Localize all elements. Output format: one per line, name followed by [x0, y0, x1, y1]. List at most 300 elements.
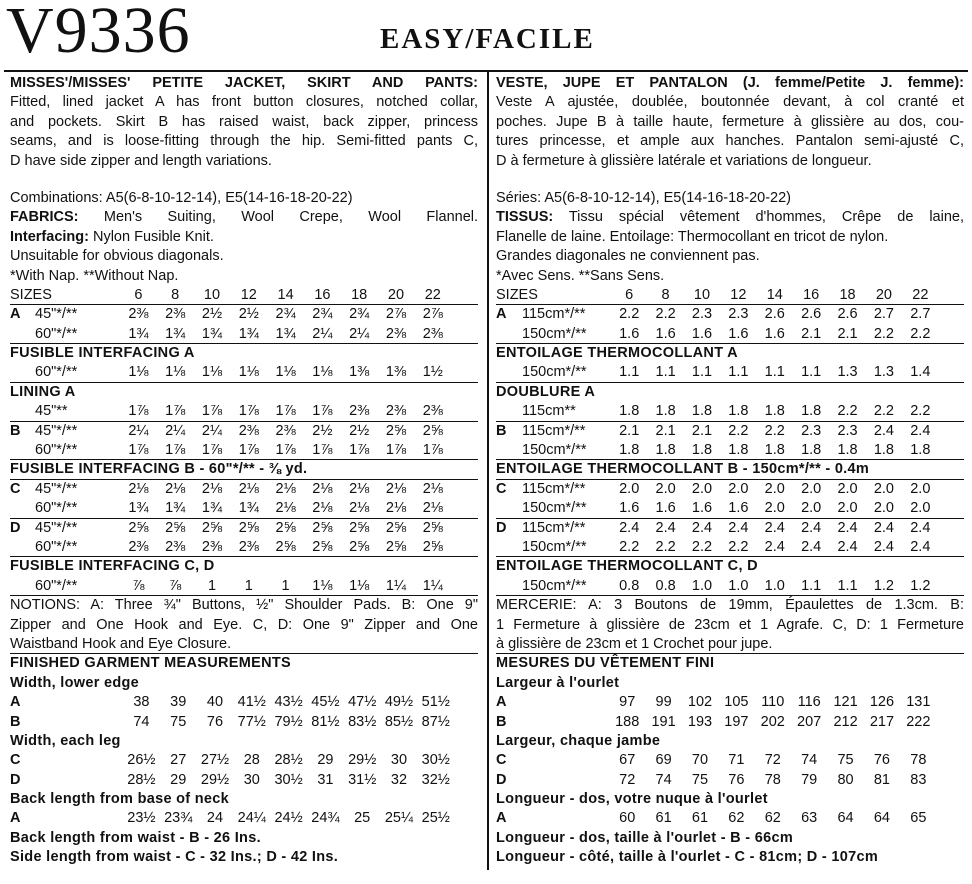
yardage-cell: 1.8 — [873, 442, 895, 459]
view-letter — [496, 325, 522, 343]
yardage-cell: 1.2 — [910, 577, 931, 594]
view-letter: D — [10, 771, 21, 788]
yardage-cell: 2⅛ — [385, 480, 407, 497]
yardage-cell: 2.0 — [691, 480, 713, 497]
measure-cell: 63 — [801, 810, 818, 827]
yardage-cell: 1.1 — [801, 364, 822, 381]
width-lower-heading: Largeur à l'ourlet — [496, 674, 620, 691]
interfacing-text: Nylon Fusible Knit. — [92, 228, 214, 245]
yardage-cell: 2⅛ — [275, 480, 296, 497]
yardage-cell: 2.0 — [873, 480, 895, 497]
measure-cell: 61 — [655, 810, 672, 827]
yardage-cell: 2.4 — [619, 519, 640, 536]
yardage-cell: 1¾ — [165, 500, 186, 517]
yardage-cell: 2⅜ — [422, 403, 443, 420]
measure-cell: 28½ — [127, 771, 156, 788]
measure-cell: 26½ — [127, 752, 156, 769]
yardage-cell: 2.0 — [837, 480, 858, 497]
yardage-cell: 1.8 — [619, 442, 640, 459]
yardage-cell: 1.8 — [655, 442, 676, 459]
measure-cell: 62 — [764, 810, 781, 827]
measure-cell: 25½ — [421, 810, 450, 827]
yardage-row — [10, 325, 478, 344]
yardage-cell: 1.1 — [801, 577, 822, 594]
fabric-width: 60"*/** — [35, 577, 78, 594]
yardage-row — [10, 422, 478, 441]
measure-cell: 212 — [833, 713, 858, 730]
view-letter: B — [496, 713, 507, 730]
yardage-cell: 2⅛ — [349, 480, 370, 497]
yardage-cell: 2¼ — [128, 422, 149, 439]
yardage-cell: 2.4 — [910, 422, 931, 439]
yardage-cell: 1⅛ — [238, 364, 259, 381]
yardage-cell: 1.2 — [873, 577, 895, 594]
yardage-cell: ⅞ — [132, 577, 145, 594]
yardage-cell: 1⅛ — [312, 577, 333, 594]
yardage-cell: 1⅛ — [128, 364, 149, 381]
yardage-row — [10, 519, 478, 538]
size-cell: 6 — [625, 286, 634, 303]
yardage-cell: 2.4 — [910, 519, 931, 536]
measure-cell: 75 — [837, 752, 854, 769]
yardage-cell: 2.6 — [764, 306, 785, 323]
view-letter — [10, 402, 35, 420]
view-letter — [496, 577, 522, 595]
measure-cell: 105 — [724, 694, 749, 711]
view-letter: B — [10, 713, 21, 730]
measure-cell: 45½ — [311, 694, 340, 711]
fabric-width: 45"*/** — [35, 480, 78, 497]
view-letter: A — [496, 810, 507, 827]
fabric-width: 115cm*/** — [522, 422, 586, 439]
yardage-cell: 1.0 — [691, 577, 713, 594]
fabric-width: 150cm*/** — [522, 577, 587, 594]
fabric-width: 150cm*/** — [522, 538, 587, 555]
yardage-cell: 2⅛ — [238, 480, 259, 497]
fabric-width: 60"*/** — [35, 500, 78, 517]
measure-cell: 99 — [655, 694, 672, 711]
view-letter: C — [496, 752, 507, 769]
measure-cell: 74 — [133, 713, 150, 730]
yardage-cell: 2.2 — [655, 306, 676, 323]
measure-cell: 72 — [764, 752, 781, 769]
yardage-cell: 2.1 — [619, 422, 640, 439]
size-cell: 18 — [351, 286, 368, 303]
yardage-cell: 1⅞ — [128, 403, 149, 420]
measure-cell: 28½ — [274, 752, 303, 769]
yardage-cell: 1⅛ — [201, 364, 223, 381]
measure-row — [10, 751, 478, 770]
yardage-cell: 2¼ — [312, 325, 333, 342]
measure-cell: 65 — [910, 810, 927, 827]
yardage-cell: 2.0 — [873, 500, 895, 517]
measure-cell: 30 — [390, 752, 408, 769]
measure-table — [10, 809, 478, 828]
yardage-cell: 2.4 — [691, 519, 713, 536]
measure-cell: 39 — [170, 694, 187, 711]
yardage-cell: 2⅛ — [422, 500, 443, 517]
yardage-row — [10, 577, 478, 596]
yardage-cell: 1⅞ — [238, 442, 259, 459]
width-leg-heading: Width, each leg — [10, 732, 121, 749]
yardage-row — [496, 422, 964, 441]
yardage-row — [496, 577, 964, 596]
size-cell: 20 — [387, 286, 405, 303]
yardage-cell: 2¼ — [201, 422, 223, 439]
yardage-cell: 2⅝ — [349, 538, 370, 555]
yardage-row — [10, 305, 478, 324]
unsuitable-note: Unsuitable for obvious diagonals. — [10, 248, 224, 265]
view-letter: D — [10, 519, 21, 536]
yardage-cell: 2⅜ — [128, 538, 149, 555]
yardage-cell: 2⅜ — [201, 538, 223, 555]
yardage-cell: 1.8 — [691, 442, 713, 459]
measure-cell: 70 — [691, 752, 709, 769]
yardage-table — [10, 286, 478, 596]
measure-cell: 29 — [170, 771, 187, 788]
yardage-cell: 2⅝ — [385, 538, 407, 555]
measure-cell: 188 — [615, 713, 640, 730]
fabric-width: 150cm*/** — [522, 325, 587, 342]
measure-cell: 24¾ — [311, 810, 340, 827]
measure-table — [10, 693, 478, 732]
french-column — [496, 74, 964, 868]
view-letter: C — [10, 752, 21, 769]
yardage-cell: 2.2 — [910, 403, 931, 420]
width-leg-heading: Largeur, chaque jambe — [496, 732, 661, 749]
measure-cell: 116 — [797, 694, 821, 711]
measure-cell: 29 — [317, 752, 334, 769]
yardage-cell: 1.1 — [691, 364, 713, 381]
yardage-row — [496, 499, 964, 518]
view-letter — [10, 325, 35, 343]
measure-cell: 29½ — [348, 752, 377, 769]
measure-row — [10, 809, 478, 828]
yardage-cell: 2⅛ — [312, 500, 333, 517]
view-letter — [496, 402, 522, 420]
yardage-row — [10, 286, 478, 305]
yardage-cell: 1 — [207, 577, 217, 594]
yardage-row — [496, 325, 964, 344]
yardage-cell: 2.2 — [873, 403, 895, 420]
size-cell: 16 — [314, 286, 331, 303]
fabric-width: 115cm*/** — [522, 519, 586, 536]
measure-cell: 25 — [354, 810, 371, 827]
yardage-cell: 1.6 — [728, 500, 749, 517]
yardage-cell: 1.8 — [655, 403, 676, 420]
section-heading: ENTOILAGE THERMOCOLLANT C, D — [496, 558, 758, 575]
english-column — [10, 74, 478, 868]
view-letter: A — [10, 694, 21, 711]
measure-cell: 207 — [797, 713, 822, 730]
section-heading: LINING A — [10, 383, 76, 400]
measure-cell: 30½ — [274, 771, 303, 788]
yardage-row — [496, 519, 964, 538]
yardage-cell: 2⅝ — [128, 519, 149, 536]
yardage-cell: 2⅝ — [385, 422, 407, 439]
yardage-cell: 1.6 — [691, 325, 713, 342]
yardage-cell: 2⅝ — [422, 519, 443, 536]
back-length-heading: Back length from base of neck — [10, 791, 230, 808]
measure-row — [496, 809, 964, 828]
yardage-cell: 2⅛ — [349, 500, 370, 517]
view-letter: A — [496, 694, 507, 711]
measure-cell: 97 — [619, 694, 636, 711]
section-heading: FUSIBLE INTERFACING C, D — [10, 558, 215, 575]
yardage-cell: 2⅝ — [275, 519, 296, 536]
back-waist-note: Longueur - dos, taille à l'ourlet - B - 66cm — [496, 829, 794, 846]
yardage-cell: 1.8 — [764, 442, 785, 459]
yardage-cell: 1¾ — [128, 500, 149, 517]
yardage-cell: 2⅜ — [238, 538, 259, 555]
yardage-cell: 1.8 — [801, 442, 822, 459]
measure-cell: 23½ — [127, 810, 156, 827]
yardage-cell: 2⅛ — [201, 480, 223, 497]
fabric-width: 45"** — [35, 403, 68, 420]
yardage-cell: 1¾ — [238, 500, 259, 517]
finished-heading: FINISHED GARMENT MEASUREMENTS — [10, 655, 291, 672]
yardage-cell: 2⅜ — [422, 325, 443, 342]
size-cell: 8 — [171, 286, 180, 303]
yardage-row — [496, 441, 964, 460]
view-letter: B — [10, 422, 21, 439]
measure-cell: 30½ — [421, 752, 450, 769]
measure-cell: 78 — [764, 771, 781, 788]
yardage-cell: 2.2 — [619, 538, 640, 555]
view-letter — [10, 499, 35, 517]
view-letter — [10, 577, 35, 595]
yardage-cell: 1.8 — [728, 403, 749, 420]
view-letter — [496, 363, 522, 381]
yardage-cell: 2.4 — [837, 538, 858, 555]
yardage-cell: 2.0 — [910, 480, 931, 497]
yardage-cell: 1¾ — [201, 500, 223, 517]
yardage-cell: 2⅝ — [275, 538, 296, 555]
yardage-cell: 2⅝ — [201, 519, 223, 536]
view-letter: A — [496, 306, 507, 323]
yardage-cell: 1¼ — [385, 577, 407, 594]
yardage-cell: 2⅜ — [385, 403, 407, 420]
view-letter: B — [496, 422, 507, 439]
yardage-cell: 1⅞ — [275, 442, 296, 459]
yardage-cell: 1.4 — [910, 364, 931, 381]
yardage-cell: 2.4 — [837, 519, 858, 536]
measure-cell: 60 — [619, 810, 636, 827]
view-letter: C — [496, 480, 507, 497]
back-waist-note: Back length from waist - B - 26 Ins. — [10, 829, 261, 846]
measure-cell: 80 — [837, 771, 854, 788]
yardage-cell: 2.3 — [801, 422, 822, 439]
yardage-row — [10, 538, 478, 557]
yardage-cell: 1.6 — [764, 325, 785, 342]
yardage-row — [10, 363, 478, 382]
pattern-number: V9336 — [6, 0, 191, 67]
fabrics-text: Tissu spécial vêtement d'hommes, Crêpe de laine, — [568, 209, 964, 226]
yardage-cell: 2.0 — [910, 500, 931, 517]
yardage-cell: 2.0 — [801, 480, 822, 497]
yardage-cell: 2¾ — [275, 306, 296, 323]
yardage-cell: 2⅜ — [275, 422, 296, 439]
yardage-cell: 2.7 — [910, 306, 931, 323]
yardage-row — [10, 480, 478, 499]
interfacing-line — [10, 228, 478, 247]
yardage-cell: 2½ — [201, 306, 223, 323]
yardage-cell: 2.4 — [910, 538, 931, 555]
combinations: Séries: A5(6-8-10-12-14), E5(14-16-18-20-22) — [496, 189, 791, 206]
yardage-cell: 2.4 — [801, 538, 822, 555]
yardage-cell: 2.0 — [764, 500, 785, 517]
yardage-cell: 2⅜ — [385, 325, 407, 342]
yardage-cell: 1¼ — [422, 577, 443, 594]
yardage-cell: 1.3 — [837, 364, 858, 381]
measure-cell: 83½ — [348, 713, 377, 730]
view-letter: A — [10, 810, 21, 827]
section-heading: FUSIBLE INTERFACING B - 60"*/** - ⅜ yd. — [10, 460, 478, 479]
fabrics-text: Men's Suiting, Wool Crepe, Wool Flannel. — [103, 209, 479, 226]
measure-cell: 71 — [728, 752, 745, 769]
notions-line: Waistband Hook and Eye Closure. — [10, 635, 478, 654]
size-cell: 22 — [424, 286, 441, 303]
yardage-cell: 2.0 — [655, 480, 676, 497]
yardage-row — [10, 499, 478, 518]
yardage-cell: 2⅜ — [349, 403, 370, 420]
yardage-cell: 1.6 — [655, 325, 676, 342]
measure-cell: 131 — [906, 694, 931, 711]
yardage-cell: 1.1 — [619, 364, 640, 381]
measure-cell: 75 — [170, 713, 187, 730]
yardage-cell: 1⅞ — [238, 403, 259, 420]
yardage-cell: 2.1 — [691, 422, 713, 439]
section-heading: ENTOILAGE THERMOCOLLANT B - 150cm*/** - 0.4m — [496, 460, 964, 479]
yardage-row — [496, 480, 964, 499]
measure-table — [10, 751, 478, 790]
size-cell: 16 — [803, 286, 820, 303]
yardage-cell: 1⅞ — [385, 442, 407, 459]
yardage-cell: 1¾ — [128, 325, 149, 342]
yardage-cell: 2.0 — [764, 480, 785, 497]
yardage-cell: 2.1 — [655, 422, 676, 439]
measure-cell: 23¾ — [164, 810, 193, 827]
yardage-cell: 2¾ — [349, 306, 370, 323]
finished-heading: MESURES DU VÊTEMENT FINI — [496, 655, 715, 672]
yardage-cell: 1.6 — [691, 500, 713, 517]
yardage-row — [496, 363, 964, 382]
description-line: poches. Jupe B à taille haute, fermeture à glissière au dos, cou- — [496, 113, 964, 130]
yardage-cell: 2⅛ — [312, 480, 333, 497]
measure-row — [10, 771, 478, 790]
nap-note: *With Nap. **Without Nap. — [10, 267, 179, 284]
measure-cell: 87½ — [421, 713, 450, 730]
measure-cell: 61 — [691, 810, 709, 827]
measure-cell: 32 — [390, 771, 408, 788]
yardage-cell: 2⅝ — [312, 519, 333, 536]
yardage-cell: 2⅜ — [165, 306, 186, 323]
yardage-cell: 1⅛ — [349, 577, 370, 594]
measure-table — [496, 693, 964, 732]
measure-cell: 27 — [170, 752, 187, 769]
yardage-cell: 1.6 — [655, 500, 676, 517]
notions-line: 1 Fermeture à glissière de 23cm et 1 Agrafe. C, D: 1 Fermeture — [496, 616, 964, 633]
measure-row — [496, 713, 964, 732]
notions-line: à glissière de 23cm et 1 Crochet pour jupe. — [496, 635, 964, 654]
measure-cell: 121 — [833, 694, 858, 711]
fabric-width: 115cm*/** — [522, 306, 586, 323]
measure-cell: 85½ — [384, 713, 414, 730]
yardage-table — [496, 286, 964, 596]
measure-cell: 24 — [206, 810, 224, 827]
sizes-label: SIZES — [10, 286, 52, 303]
yardage-cell: 1.0 — [764, 577, 785, 594]
yardage-cell: 1¾ — [201, 325, 223, 342]
difficulty-label: EASY/FACILE — [380, 23, 595, 55]
yardage-cell: 2½ — [349, 422, 370, 439]
yardage-cell: 1.6 — [619, 325, 640, 342]
measure-cell: 28 — [243, 752, 260, 769]
measure-cell: 38 — [133, 694, 150, 711]
yardage-cell: 2½ — [238, 306, 259, 323]
fabric-width: 115cm** — [522, 403, 576, 420]
unsuitable-note: Grandes diagonales ne conviennent pas. — [496, 248, 760, 265]
description-heading: VESTE, JUPE ET PANTALON (J. femme/Petite J. femme): — [496, 75, 964, 91]
yardage-cell: 1⅞ — [165, 403, 186, 420]
view-letter — [10, 441, 35, 459]
yardage-row — [496, 538, 964, 557]
measure-cell: 110 — [761, 694, 785, 711]
measure-cell: 49½ — [384, 694, 414, 711]
measure-cell: 64 — [873, 810, 890, 827]
yardage-cell: 1⅞ — [201, 442, 223, 459]
yardage-cell: 1.8 — [691, 403, 713, 420]
yardage-cell: 2.4 — [728, 519, 749, 536]
description-line: D à fermeture à glissière latérale et variations de longueur. — [496, 152, 872, 169]
yardage-cell: 2.2 — [837, 403, 858, 420]
yardage-cell: 2.2 — [691, 538, 713, 555]
view-letter — [496, 538, 522, 556]
back-length-heading: Longueur - dos, votre nuque à l'ourlet — [496, 791, 768, 808]
yardage-row — [496, 402, 964, 421]
yardage-cell: 2.0 — [728, 480, 749, 497]
fabric-width: 45"*/** — [35, 422, 78, 439]
yardage-cell: 1⅛ — [275, 364, 296, 381]
measure-cell: 78 — [910, 752, 927, 769]
fabric-width: 150cm*/** — [522, 364, 587, 381]
fabrics-line — [10, 208, 478, 227]
yardage-cell: 2.4 — [873, 538, 895, 555]
yardage-cell: 2¼ — [165, 422, 186, 439]
yardage-cell: 2.2 — [619, 306, 640, 323]
description-line: seams, and is loose-fitting through the hip. Semi-fitted pants C, — [10, 133, 478, 150]
yardage-cell: 1⅞ — [422, 442, 443, 459]
view-letter — [10, 363, 35, 381]
yardage-cell: 1.8 — [910, 442, 931, 459]
interfacing-label: Interfacing: — [10, 228, 89, 245]
yardage-cell: 2⅝ — [165, 519, 186, 536]
measure-cell: 51½ — [421, 694, 450, 711]
measure-cell: 24½ — [274, 810, 303, 827]
measure-cell: 41½ — [237, 694, 266, 711]
column-divider — [487, 72, 489, 870]
size-cell: 12 — [730, 286, 747, 303]
yardage-cell: 1.1 — [837, 577, 858, 594]
yardage-cell: 2⅝ — [422, 422, 443, 439]
measure-cell: 83 — [910, 771, 927, 788]
measure-cell: 76 — [873, 752, 890, 769]
width-lower-heading: Width, lower edge — [10, 674, 140, 691]
side-length-note: Side length from waist - C - 32 Ins.; D - 42 Ins. — [10, 849, 339, 866]
yardage-cell: 1.8 — [619, 403, 640, 420]
section-heading: ENTOILAGE THERMOCOLLANT A — [496, 345, 738, 362]
measure-cell: 76 — [728, 771, 745, 788]
